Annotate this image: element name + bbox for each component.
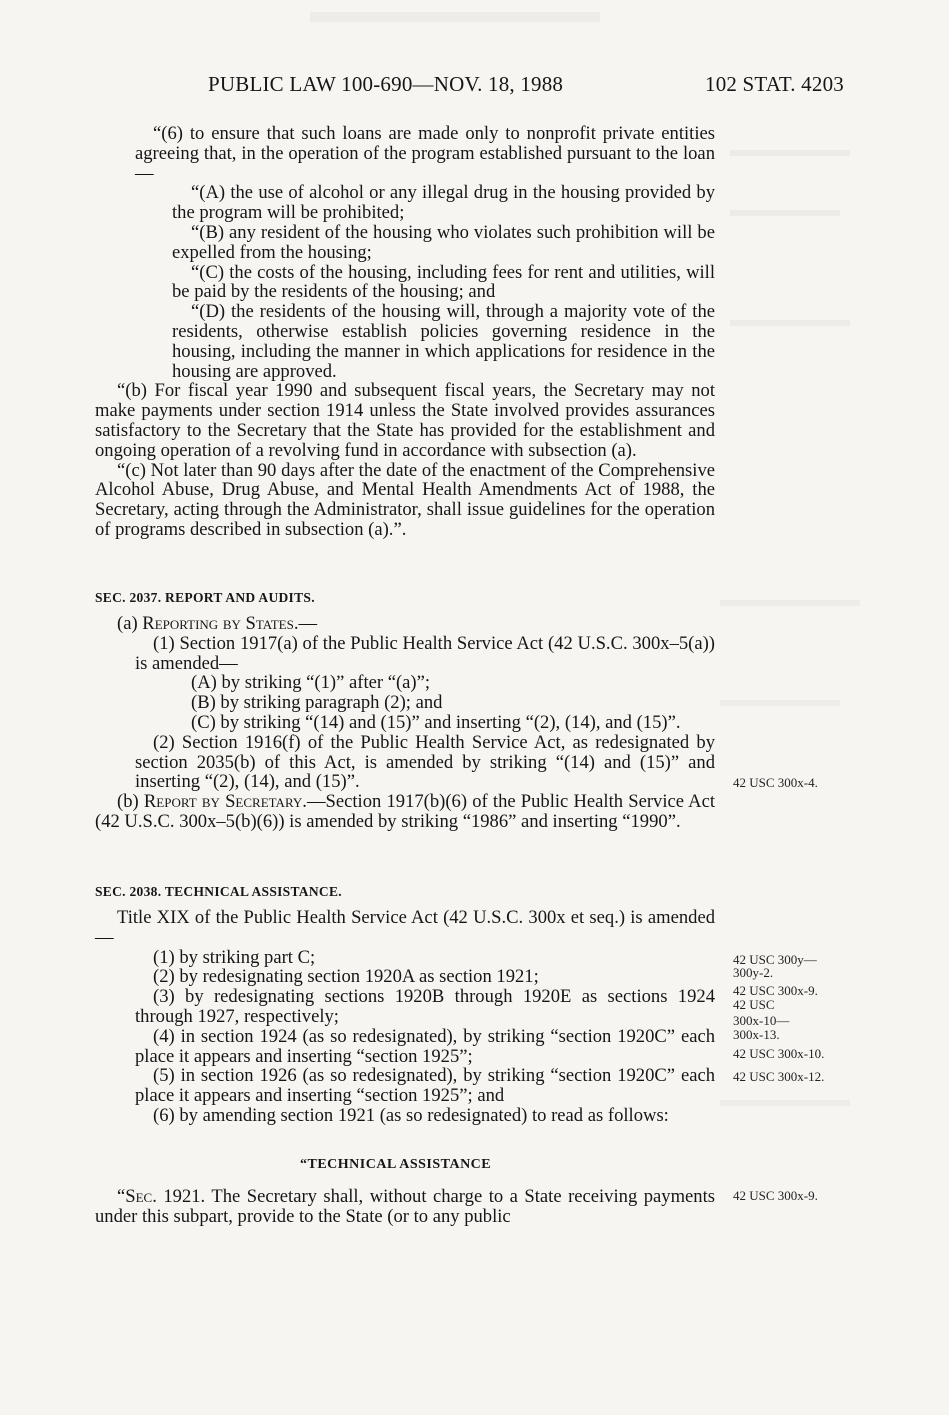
section-1921-text	[95, 1187, 715, 1227]
margin-note: 300y-2.	[733, 965, 774, 980]
clause-A: (A) by striking “(1)” after “(a)”;	[191, 672, 431, 694]
subsection-b-label: (b)	[117, 791, 144, 813]
running-header-left: PUBLIC LAW 100-690—NOV. 18, 1988	[208, 72, 564, 96]
subsection-b-report	[95, 792, 715, 832]
sec-prefix: “Sec	[117, 1186, 153, 1207]
margin-note: 42 USC	[733, 997, 775, 1012]
margin-note: 42 USC 300x-9.	[733, 1188, 818, 1203]
body-block-continuation	[95, 124, 715, 540]
subsection-b-text: .—Section 1917(b)(6) of the Public Health Service Act (42 U.S.C. 300x–5(b)(6)) is amended by striking “1986” and inserting “1990”.	[95, 791, 715, 832]
margin-note: 42 USC 300x-10.	[733, 1046, 825, 1061]
section-2038-intro: Title XIX of the Public Health Service Act (42 U.S.C. 300x et seq.) is amended—	[95, 907, 715, 948]
subsection-a-heading	[95, 614, 715, 634]
margin-note: 42 USC 300x-12.	[733, 1069, 825, 1084]
subsection-b-title: Report by Secretary	[143, 791, 303, 813]
quoted-heading-technical-assistance: “TECHNICAL ASSISTANCE	[300, 1157, 492, 1172]
section-2037-heading: SEC. 2037. REPORT AND AUDITS.	[95, 590, 315, 605]
margin-note: 300x-13.	[733, 1027, 780, 1042]
running-header-right: 102 STAT. 4203	[705, 72, 844, 96]
subsection-a-title: Reporting by States	[142, 613, 294, 634]
subparagraph-A: “(A) the use of alcohol or any illegal drug in the housing provided by the program will be prohibited;	[172, 182, 715, 224]
paragraph-6: “(6) to ensure that such loans are made only to nonprofit private entities agreeing that, in the operation of the program established pursuant to the loan—	[135, 123, 715, 184]
subsection-b: “(b) For fiscal year 1990 and subsequent fiscal years, the Secretary may not make payments under section 1914 unless the State involved provides assurances satisfactory to the Secretary that the State has provided for the establishment and ongoing operation of a revolving fund in accordance with subsection (a).	[95, 380, 715, 461]
subparagraph-D: “(D) the residents of the housing will, through a majority vote of the residents, otherwise establish policies governing residence in the housing, including the manner in which applications for residence in the housing are approved.	[172, 301, 715, 382]
subsection-a-label: (a)	[117, 613, 143, 634]
margin-note: 42 USC 300x-9.	[733, 983, 818, 998]
section-2037-body	[95, 614, 715, 832]
clause-C: (C) by striking “(14) and (15)” and inserting “(2), (14), and (15)”.	[191, 711, 681, 733]
subsection-c: “(c) Not later than 90 days after the date of the enactment of the Comprehensive Alcohol Abuse, Drug Abuse, and Mental Health Amendments Act of 1988, the Secretary, acting through the Administrator, shall issue guidelines for the operation of programs described in subsection (a).”.	[95, 459, 715, 540]
margin-note: 300x-10—	[733, 1013, 790, 1028]
paragraph-2: (2) Section 1916(f) of the Public Health Service Act, as redesignated by section 2035(b) of this Act, is amended by striking “(14) and (15)” and inserting “(2), (14), and (15)”.	[135, 731, 715, 793]
section-2038-body	[95, 908, 715, 1126]
subsection-a-dash: .—	[293, 613, 318, 634]
clause-B: (B) by striking paragraph (2); and	[191, 692, 443, 714]
list-item: (2) by redesignating section 1920A as section 1921;	[153, 966, 539, 988]
sec-text: . 1921. The Secretary shall, without charge to a State receiving payments under this subpart, provide to the State (or to any public	[95, 1186, 715, 1227]
subparagraph-C: “(C) the costs of the housing, including fees for rent and utilities, will be paid by the residents of the housing; and	[172, 261, 715, 303]
list-item: (4) in section 1924 (as so redesignated), by striking “section 1920C” each place it appears and inserting “section 1925”;	[135, 1025, 715, 1067]
margin-note: 42 USC 300y—	[733, 952, 817, 967]
list-item: (3) by redesignating sections 1920B through 1920E as sections 1924 through 1927, respectively;	[135, 986, 715, 1027]
list-item: (5) in section 1926 (as so redesignated), by striking “section 1920C” each place it appears and inserting “section 1925”; and	[135, 1065, 715, 1107]
section-2038-heading: SEC. 2038. TECHNICAL ASSISTANCE.	[95, 884, 342, 899]
paragraph-1: (1) Section 1917(a) of the Public Health Service Act (42 U.S.C. 300x–5(a)) is amended—	[135, 632, 715, 674]
list-item: (6) by amending section 1921 (as so redesignated) to read as follows:	[153, 1104, 669, 1126]
list-item: (1) by striking part C;	[153, 946, 316, 968]
section-1921-paragraph	[95, 1187, 715, 1227]
subparagraph-B: “(B) any resident of the housing who violates such prohibition will be expelled from the housing;	[172, 221, 715, 263]
margin-note: 42 USC 300x-4.	[733, 775, 818, 790]
